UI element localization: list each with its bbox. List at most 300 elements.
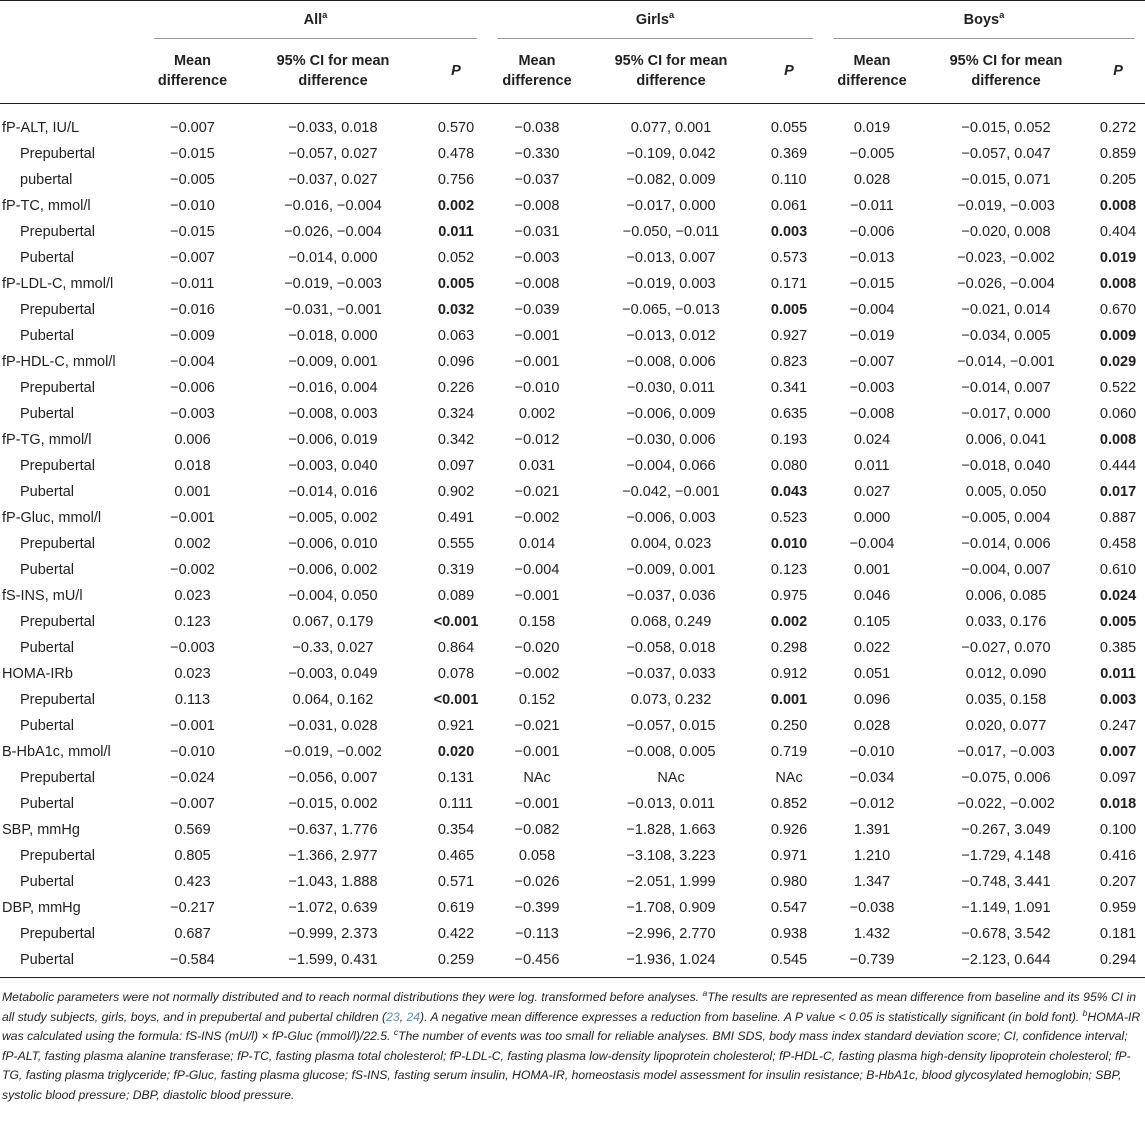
p-value-cell: 0.458 xyxy=(1099,536,1137,552)
row-label: Prepubertal xyxy=(20,926,95,942)
p-value-cell: 0.020 xyxy=(437,744,475,760)
column-header-ci-girls: 95% CI for mean difference xyxy=(587,39,755,104)
ci-cell: −0.009, 0.001 xyxy=(626,562,716,578)
table-row xyxy=(0,104,1145,142)
ci-cell: −1.936, 1.024 xyxy=(587,947,755,978)
p-value-cell: 0.491 xyxy=(437,510,475,526)
table-row xyxy=(0,297,1145,323)
ci-cell: −2.123, 0.644 xyxy=(921,947,1091,978)
ci-cell: −2.051, 1.999 xyxy=(626,874,716,890)
p-value-cell: 0.444 xyxy=(1099,458,1137,474)
table-row xyxy=(0,323,1145,349)
mean-difference-cell: −0.019 xyxy=(849,328,895,344)
p-value-cell: 0.096 xyxy=(437,354,475,370)
column-header-mean-difference-girls: Mean difference xyxy=(487,39,587,104)
p-value-cell: 0.980 xyxy=(770,874,808,890)
ci-cell: −0.057, 0.015 xyxy=(626,718,716,734)
ci-cell: 0.077, 0.001 xyxy=(630,119,712,136)
mean-difference-cell: −0.009 xyxy=(170,328,215,344)
ci-cell: −0.013, 0.012 xyxy=(626,328,716,344)
table-row xyxy=(0,167,1145,193)
ci-cell: −0.033, 0.018 xyxy=(288,119,378,136)
ci-cell: −0.999, 2.373 xyxy=(288,926,378,942)
p-value-cell: 0.011 xyxy=(438,224,474,240)
table-row xyxy=(0,479,1145,505)
row-label: Prepubertal xyxy=(20,302,95,318)
table-row xyxy=(0,557,1145,583)
group-header-all: All$^a$ xyxy=(144,1,487,40)
mean-difference-cell: −0.004 xyxy=(849,302,895,318)
row-label: HOMA-IRb xyxy=(2,666,73,682)
mean-difference-cell: 0.805 xyxy=(174,848,211,864)
row-label: fP-LDL-C, mmol/l xyxy=(2,276,114,292)
ci-cell: −0.037, 0.036 xyxy=(626,588,716,604)
row-label: Prepubertal xyxy=(20,770,95,786)
mean-difference-cell: −0.008 xyxy=(849,406,895,422)
p-value-cell: 0.005 xyxy=(770,302,808,318)
ci-cell: −0.031, 0.028 xyxy=(288,718,378,734)
mean-difference-cell: 0.023 xyxy=(174,666,211,682)
row-label: Pubertal xyxy=(20,328,75,344)
table-row xyxy=(0,947,1145,978)
p-value-cell: 0.089 xyxy=(437,588,475,604)
p-value-cell: 0.011 xyxy=(1100,666,1136,682)
table-row xyxy=(0,219,1145,245)
mean-difference-cell: −0.034 xyxy=(849,770,895,786)
p-value-cell: 0.719 xyxy=(770,744,808,760)
mean-difference-cell: 0.002 xyxy=(518,406,556,422)
ci-cell: −2.996, 2.770 xyxy=(626,926,716,942)
p-value-cell: 0.523 xyxy=(770,510,808,526)
row-label: fP-TG, mmol/l xyxy=(2,432,92,448)
p-value-cell: 0.250 xyxy=(770,718,808,734)
row-label: Pubertal xyxy=(20,796,75,812)
p-value-cell: 0.181 xyxy=(1099,926,1137,942)
p-value-cell: 0.008 xyxy=(1099,276,1137,292)
p-value-cell: <0.001 xyxy=(433,692,479,708)
mean-difference-cell: 0.105 xyxy=(853,614,891,630)
mean-difference-cell: 0.014 xyxy=(518,536,556,552)
ci-cell: −0.015, 0.052 xyxy=(961,119,1051,136)
mean-difference-cell: −0.584 xyxy=(144,947,241,978)
mean-difference-cell: 0.058 xyxy=(518,848,556,864)
mean-difference-cell: 0.001 xyxy=(853,562,891,578)
p-value-cell: 0.005 xyxy=(437,276,475,292)
p-value-cell: 0.859 xyxy=(1099,146,1137,162)
p-value-cell: 0.823 xyxy=(770,354,808,370)
mean-difference-cell: −0.004 xyxy=(849,536,895,552)
ci-cell: −0.748, 3.441 xyxy=(961,874,1051,890)
ci-cell: −0.006, 0.003 xyxy=(626,510,716,526)
mean-difference-cell: −0.015 xyxy=(170,224,215,240)
ci-cell: 0.012, 0.090 xyxy=(965,666,1047,682)
p-value-cell: 0.060 xyxy=(1099,406,1137,422)
column-header-mean-difference-boys: Mean difference xyxy=(823,39,921,104)
ci-cell: −0.075, 0.006 xyxy=(961,770,1051,786)
table-row xyxy=(0,271,1145,297)
table-row xyxy=(0,349,1145,375)
ci-cell: −0.637, 1.776 xyxy=(288,822,378,838)
p-value-cell: 0.019 xyxy=(1099,250,1137,266)
p-value-cell: 0.670 xyxy=(1099,302,1137,318)
mean-difference-cell: 0.028 xyxy=(853,172,891,188)
mean-difference-cell: 0.031 xyxy=(518,458,556,474)
ci-cell: −1.828, 1.663 xyxy=(626,822,716,838)
p-value-cell: 0.975 xyxy=(770,588,808,604)
ci-cell: −0.030, 0.006 xyxy=(626,432,716,448)
row-label: Pubertal xyxy=(20,562,75,578)
p-value-cell: 0.852 xyxy=(770,796,808,812)
table-row xyxy=(0,141,1145,167)
ci-cell: −0.006, 0.002 xyxy=(288,562,378,578)
ci-cell: −0.017, 0.000 xyxy=(626,198,716,214)
ci-cell: −0.017, −0.003 xyxy=(957,744,1055,760)
mean-difference-cell: −0.007 xyxy=(170,119,215,136)
mean-difference-cell: −0.003 xyxy=(514,250,560,266)
row-label: Pubertal xyxy=(0,947,144,978)
mean-difference-cell: −0.003 xyxy=(170,406,215,422)
ci-cell: −0.021, 0.014 xyxy=(961,302,1051,318)
ci-cell: −0.006, 0.019 xyxy=(288,432,378,448)
row-label: B-HbA1c, mmol/l xyxy=(2,744,111,760)
ci-cell: −0.057, 0.047 xyxy=(961,146,1051,162)
p-value-cell: 0.324 xyxy=(437,406,475,422)
mean-difference-cell: 0.051 xyxy=(853,666,891,682)
ci-cell: −1.366, 2.977 xyxy=(288,848,378,864)
ci-cell: −0.33, 0.027 xyxy=(292,640,374,656)
ci-cell: 0.033, 0.176 xyxy=(965,614,1047,630)
ci-cell: 0.004, 0.023 xyxy=(630,536,712,552)
ci-cell: −0.008, 0.006 xyxy=(626,354,716,370)
ci-cell: −0.014, 0.007 xyxy=(961,380,1051,396)
ci-cell: −0.026, −0.004 xyxy=(284,224,382,240)
p-value-cell: 0.921 xyxy=(437,718,475,734)
table-row xyxy=(0,843,1145,869)
p-value-cell: 0.547 xyxy=(770,900,808,916)
p-value-cell: 0.100 xyxy=(1099,822,1137,838)
p-value-cell: 0.912 xyxy=(770,666,808,682)
mean-difference-cell: 1.347 xyxy=(853,874,891,890)
table-row xyxy=(0,427,1145,453)
ci-cell: −0.009, 0.001 xyxy=(288,354,378,370)
row-label: Pubertal xyxy=(20,406,75,422)
mean-difference-cell: −0.039 xyxy=(514,302,560,318)
ci-cell: −0.013, 0.011 xyxy=(627,796,716,812)
mean-difference-cell: −0.010 xyxy=(849,744,895,760)
p-value-cell: 0.971 xyxy=(770,848,808,864)
ci-cell: −0.056, 0.007 xyxy=(288,770,378,786)
table-row xyxy=(0,609,1145,635)
ci-cell: −0.004, 0.007 xyxy=(961,562,1051,578)
column-header-p-boys: P xyxy=(1091,39,1145,104)
p-value-cell: 0.010 xyxy=(770,536,808,552)
p-value-cell: 0.927 xyxy=(770,328,808,344)
ci-cell: −0.003, 0.040 xyxy=(288,458,378,474)
mean-difference-cell: −0.001 xyxy=(514,354,560,370)
ci-cell: −0.019, −0.002 xyxy=(284,744,382,760)
ci-cell: −0.267, 3.049 xyxy=(961,822,1051,838)
p-value-cell: 0.369 xyxy=(770,146,808,162)
p-value-cell: 0.131 xyxy=(437,770,475,786)
mean-difference-cell: 0.024 xyxy=(853,432,891,448)
column-header-mean-difference-all: Mean difference xyxy=(144,39,241,104)
mean-difference-cell: −0.024 xyxy=(170,770,215,786)
table-row xyxy=(0,765,1145,791)
mean-difference-cell: −0.001 xyxy=(514,328,560,344)
p-value-cell: 0.111 xyxy=(438,796,474,812)
ci-cell: −0.019, 0.003 xyxy=(626,276,716,292)
p-value-cell: 0.097 xyxy=(437,458,475,474)
mean-difference-cell: 0.687 xyxy=(174,926,211,942)
p-value-cell: 0.422 xyxy=(437,926,475,942)
ci-cell: −0.016, 0.004 xyxy=(288,380,378,396)
p-value-cell: 0.864 xyxy=(437,640,475,656)
ci-cell: −0.027, 0.070 xyxy=(961,640,1051,656)
ci-cell: −0.026, −0.004 xyxy=(957,276,1055,292)
ci-cell: −0.013, 0.007 xyxy=(626,250,716,266)
ci-cell: −0.008, 0.005 xyxy=(626,744,716,760)
mean-difference-cell: −0.037 xyxy=(514,172,560,188)
ci-cell: −0.019, −0.003 xyxy=(957,198,1055,214)
mean-difference-cell: 1.210 xyxy=(853,848,891,864)
ci-cell: −0.031, −0.001 xyxy=(284,302,382,318)
mean-difference-cell: 0.002 xyxy=(174,536,211,552)
mean-difference-cell: −0.007 xyxy=(849,354,895,370)
ci-cell: −0.015, 0.002 xyxy=(288,796,378,812)
mean-difference-cell: 0.006 xyxy=(174,432,211,448)
ci-cell: 0.006, 0.085 xyxy=(965,588,1047,604)
ci-cell: 0.064, 0.162 xyxy=(292,692,374,708)
mean-difference-cell: −0.002 xyxy=(514,510,560,526)
ci-cell: −1.072, 0.639 xyxy=(288,900,378,916)
ci-cell: 0.005, 0.050 xyxy=(965,484,1047,500)
table-row xyxy=(0,245,1145,271)
mean-difference-cell: 0.001 xyxy=(174,484,211,500)
mean-difference-cell: −0.015 xyxy=(170,146,215,162)
ci-cell: −0.015, 0.071 xyxy=(961,172,1051,188)
ci-cell: −0.003, 0.049 xyxy=(288,666,378,682)
row-label: Prepubertal xyxy=(20,224,95,240)
mean-difference-cell: −0.399 xyxy=(514,900,560,916)
p-value-cell: 0.571 xyxy=(437,874,475,890)
mean-difference-cell: 0.011 xyxy=(854,458,890,474)
p-value-cell: 0.003 xyxy=(770,224,808,240)
mean-difference-cell: −0.026 xyxy=(514,874,560,890)
ci-cell: −0.050, −0.011 xyxy=(622,224,720,240)
ci-cell: −0.018, 0.040 xyxy=(961,458,1051,474)
table-footnote: Metabolic parameters were not normally distributed and to reach normal distributions they were log. transformed before analyses. $^a$The results are represented as mean difference from baseline and its 95% CI in all study subjects, girls, boys, and in prepubertal and pubertal children (23, 24). A negative mean difference expresses a reduction from baseline. A P value < 0.05 is statistically significant (in bold font). $^b$HOMA-IR was calculated using the formula: fS-INS (mU/l) × fP-Gluc (mmol/l)/22.5. $^c$The number of events was too small for reliable analyses. BMI SDS, body mass index standard deviation score; CI, confidence interval; fP-ALT, fasting plasma alanine transferase; fP-TC, fasting plasma total cholesterol; fP-LDL-C, fasting plasma low-density lipoprotein cholesterol; fP-HDL-C, fasting plasma high-density lipoprotein cholesterol; fP-TG, fasting plasma triglyceride; fP-Gluc, fasting plasma glucose; fS-INS, fasting serum insulin, HOMA-IR, homeostasis model assessment for insulin resistance; B-HbA1c, blood glycosylated hemoglobin; SBP, systolic blood pressure; DBP, diastolic blood pressure. xyxy=(2,988,1141,1102)
p-value-cell: 0.573 xyxy=(770,250,808,266)
mean-difference-cell: 0.023 xyxy=(174,588,211,604)
p-value-cell: 0.002 xyxy=(437,198,475,214)
group-header-row xyxy=(0,1,1145,40)
mean-difference-cell: −0.013 xyxy=(849,250,895,266)
p-value-cell: 0.043 xyxy=(770,484,808,500)
mean-difference-cell: −0.008 xyxy=(514,198,560,214)
p-value-cell: 0.110 xyxy=(771,172,807,188)
mean-difference-cell: −0.001 xyxy=(170,510,215,526)
mean-difference-cell: −0.020 xyxy=(514,640,560,656)
mean-difference-cell: 0.152 xyxy=(518,692,556,708)
table-row xyxy=(0,531,1145,557)
table-row xyxy=(0,895,1145,921)
mean-difference-cell: 0.158 xyxy=(518,614,556,630)
row-label: Pubertal xyxy=(20,484,75,500)
p-value-cell: 0.342 xyxy=(437,432,475,448)
p-value-cell: 0.294 xyxy=(1091,947,1145,978)
mean-difference-cell: 0.000 xyxy=(853,510,891,526)
p-value-cell: 0.009 xyxy=(1099,328,1137,344)
ci-cell: −0.020, 0.008 xyxy=(961,224,1051,240)
mean-difference-cell: −0.010 xyxy=(514,380,560,396)
p-value-cell: 0.938 xyxy=(770,926,808,942)
ci-cell: −0.017, 0.000 xyxy=(961,406,1051,422)
p-value-cell: 0.926 xyxy=(770,822,808,838)
ci-cell: −0.014, −0.001 xyxy=(957,354,1055,370)
table-row xyxy=(0,713,1145,739)
ci-cell: −0.005, 0.002 xyxy=(288,510,378,526)
mean-difference-cell: −0.038 xyxy=(514,119,560,136)
mean-difference-cell: 0.019 xyxy=(853,119,891,136)
ci-cell: NAc xyxy=(657,770,685,786)
column-header-p-girls: P xyxy=(755,39,823,104)
column-header-row xyxy=(0,39,1145,104)
p-value-cell: 0.555 xyxy=(437,536,475,552)
p-value-cell: 0.123 xyxy=(770,562,808,578)
row-label: Prepubertal xyxy=(20,380,95,396)
p-value-cell: 0.259 xyxy=(425,947,487,978)
mean-difference-cell: 0.096 xyxy=(853,692,891,708)
table-row xyxy=(0,661,1145,687)
p-value-cell: 0.545 xyxy=(755,947,823,978)
p-value-cell: 0.887 xyxy=(1099,510,1137,526)
mean-difference-cell: −0.007 xyxy=(170,250,215,266)
mean-difference-cell: −0.003 xyxy=(849,380,895,396)
p-value-cell: 0.298 xyxy=(770,640,808,656)
ci-cell: −0.109, 0.042 xyxy=(626,146,716,162)
reference-link[interactable]: 23 xyxy=(386,1009,400,1024)
row-label: fP-ALT, IU/L xyxy=(2,119,80,136)
row-label: Prepubertal xyxy=(20,848,95,864)
corner-cell xyxy=(0,1,144,40)
mean-difference-cell: 0.027 xyxy=(853,484,891,500)
mean-difference-cell: 0.022 xyxy=(853,640,891,656)
table-row xyxy=(0,193,1145,219)
ci-cell: −0.019, −0.003 xyxy=(284,276,382,292)
table-row xyxy=(0,869,1145,895)
ci-cell: −0.014, 0.000 xyxy=(288,250,378,266)
ci-cell: −0.006, 0.010 xyxy=(288,536,378,552)
row-label: Prepubertal xyxy=(20,614,95,630)
p-value-cell: 0.024 xyxy=(1099,588,1137,604)
mean-difference-cell: −0.010 xyxy=(170,198,215,214)
mean-difference-cell: 0.113 xyxy=(174,692,211,708)
p-value-cell: 0.017 xyxy=(1099,484,1137,500)
p-value-cell: 0.003 xyxy=(1099,692,1137,708)
column-header-parameter xyxy=(0,39,144,104)
p-value-cell: 0.404 xyxy=(1099,224,1137,240)
p-value-cell: 0.272 xyxy=(1099,119,1137,136)
p-value-cell: 0.052 xyxy=(437,250,475,266)
mean-difference-cell: 0.046 xyxy=(853,588,891,604)
row-label: SBP, mmHg xyxy=(2,822,80,838)
p-value-cell: 0.959 xyxy=(1099,900,1137,916)
mean-difference-cell: −0.012 xyxy=(849,796,895,812)
p-value-cell: 0.061 xyxy=(770,198,808,214)
ci-cell: −0.004, 0.066 xyxy=(626,458,716,474)
table-row xyxy=(0,505,1145,531)
row-label: pubertal xyxy=(20,172,73,188)
ci-cell: −0.014, 0.006 xyxy=(961,536,1051,552)
mean-difference-cell: −0.010 xyxy=(170,744,215,760)
p-value-cell: 0.193 xyxy=(770,432,808,448)
p-value-cell: 0.756 xyxy=(437,172,475,188)
mean-difference-cell: −0.004 xyxy=(170,354,215,370)
ci-cell: −0.030, 0.011 xyxy=(627,380,716,396)
ci-cell: −0.034, 0.005 xyxy=(961,328,1051,344)
mean-difference-cell: −0.007 xyxy=(170,796,215,812)
ci-cell: −0.005, 0.004 xyxy=(961,510,1051,526)
mean-difference-cell: −0.001 xyxy=(514,796,560,812)
ci-cell: 0.020, 0.077 xyxy=(965,718,1047,734)
mean-difference-cell: −0.003 xyxy=(170,640,215,656)
ci-cell: −0.023, −0.002 xyxy=(957,250,1055,266)
reference-link[interactable]: 24 xyxy=(406,1009,421,1024)
ci-cell: −0.018, 0.000 xyxy=(288,328,378,344)
row-label: DBP, mmHg xyxy=(2,900,81,916)
column-header-ci-boys: 95% CI for mean difference xyxy=(921,39,1091,104)
mean-difference-cell: −0.012 xyxy=(514,432,560,448)
row-label: Prepubertal xyxy=(20,146,95,162)
p-value-cell: 0.354 xyxy=(437,822,475,838)
table-row xyxy=(0,687,1145,713)
ci-cell: −0.004, 0.050 xyxy=(288,588,378,604)
mean-difference-cell: 1.391 xyxy=(853,822,891,838)
p-value-cell: 0.385 xyxy=(1099,640,1137,656)
row-label: Pubertal xyxy=(20,718,75,734)
mean-difference-cell: −0.011 xyxy=(850,198,894,214)
ci-cell: −0.678, 3.542 xyxy=(961,926,1051,942)
p-value-cell: 0.001 xyxy=(770,692,808,708)
ci-cell: −1.149, 1.091 xyxy=(961,900,1051,916)
mean-difference-cell: −0.113 xyxy=(515,926,559,942)
p-value-cell: 0.207 xyxy=(1099,874,1137,890)
row-label: fS-INS, mU/l xyxy=(2,588,83,604)
mean-difference-cell: −0.217 xyxy=(170,900,215,916)
table-row xyxy=(0,375,1145,401)
row-label: Prepubertal xyxy=(20,458,95,474)
mean-difference-cell: −0.011 xyxy=(170,276,215,292)
mean-difference-cell: −0.082 xyxy=(514,822,560,838)
p-value-cell: 0.002 xyxy=(770,614,808,630)
ci-cell: −0.008, 0.003 xyxy=(288,406,378,422)
p-value-cell: 0.205 xyxy=(1099,172,1137,188)
p-value-cell: 0.018 xyxy=(1099,796,1137,812)
p-value-cell: 0.078 xyxy=(437,666,475,682)
mean-difference-cell: −0.021 xyxy=(514,484,560,500)
ci-cell: −0.037, 0.027 xyxy=(288,172,378,188)
table-row xyxy=(0,635,1145,661)
row-label: fP-HDL-C, mmol/l xyxy=(2,354,116,370)
ci-cell: −0.016, −0.004 xyxy=(284,198,382,214)
mean-difference-cell: −0.005 xyxy=(170,172,215,188)
ci-cell: 0.068, 0.249 xyxy=(630,614,712,630)
p-value-cell: 0.005 xyxy=(1099,614,1137,630)
p-value-cell: 0.097 xyxy=(1099,770,1137,786)
row-label: Pubertal xyxy=(20,250,75,266)
table-row xyxy=(0,921,1145,947)
mean-difference-cell: −0.004 xyxy=(514,562,560,578)
